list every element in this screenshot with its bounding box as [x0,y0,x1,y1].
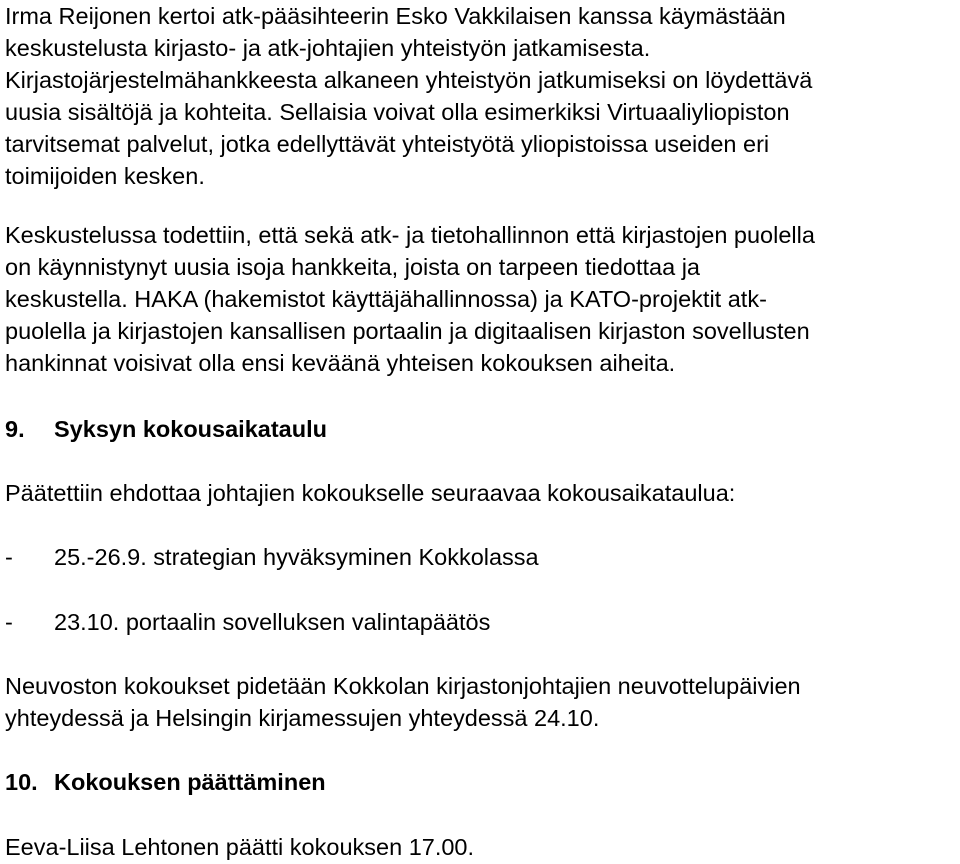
section-heading-10 [5,766,326,798]
text-line: uusia sisältöjä ja kohteita. Sellaisia voivat olla esimerkiksi Virtuaaliyliopiston [5,99,790,125]
schedule-item-text: 25.-26.9. strategian hyväksyminen Kokkolassa [54,544,539,570]
schedule-item [5,541,539,573]
text-line: Keskustelussa todettiin, että sekä atk- ja tietohallinnon että kirjastojen puolella [5,222,815,248]
closing-statement: Eeva-Liisa Lehtonen päätti kokouksen 17.00. [5,834,475,860]
paragraph-discussion-report [5,0,812,192]
text-line: toimijoiden kesken. [5,163,205,189]
text-line: tarvitsemat palvelut, jotka edellyttävät yhteistyötä yliopistoissa useiden eri [5,131,770,157]
text-line: Kirjastojärjestelmähankkeesta alkaneen yhteistyön jatkumiseksi on löydettävä [5,67,813,93]
text-line: Irma Reijonen kertoi atk-pääsihteerin Esko Vakkilaisen kanssa käymästään [5,3,786,29]
text-line: Neuvoston kokoukset pidetään Kokkolan kirjastonjohtajien neuvottelupäivien [5,673,801,699]
text-line: yhteydessä ja Helsingin kirjamessujen yhteydessä 24.10. [5,705,600,731]
text-line: on käynnistynyt uusia isoja hankkeita, joista on tarpeen tiedottaa ja [5,254,700,280]
schedule-intro: Päätettiin ehdottaa johtajien kokoukselle seuraavaa kokousaikataulua: [5,480,736,506]
text-line: puolella ja kirjastojen kansallisen portaalin ja digitaalisen kirjaston sovellusten [5,318,810,344]
section-number: 10. [5,769,38,795]
paragraph-projects [5,219,815,379]
section-title: Kokouksen päättäminen [54,769,326,795]
text-line: keskustella. HAKA (hakemistot käyttäjähallinnossa) ja KATO-projektit atk- [5,286,767,312]
section-heading-9 [5,413,327,445]
dash-bullet: - [5,544,13,570]
text-line: hankinnat voisivat olla ensi keväänä yhteisen kokouksen aiheita. [5,350,676,376]
dash-bullet: - [5,609,13,635]
paragraph-council-meetings [5,670,801,734]
schedule-item-text: 23.10. portaalin sovelluksen valintapäätös [54,609,491,635]
schedule-item [5,606,490,638]
section-number: 9. [5,416,25,442]
text-line: keskustelusta kirjasto- ja atk-johtajien yhteistyön jatkamisesta. [5,35,651,61]
section-title: Syksyn kokousaikataulu [54,416,327,442]
